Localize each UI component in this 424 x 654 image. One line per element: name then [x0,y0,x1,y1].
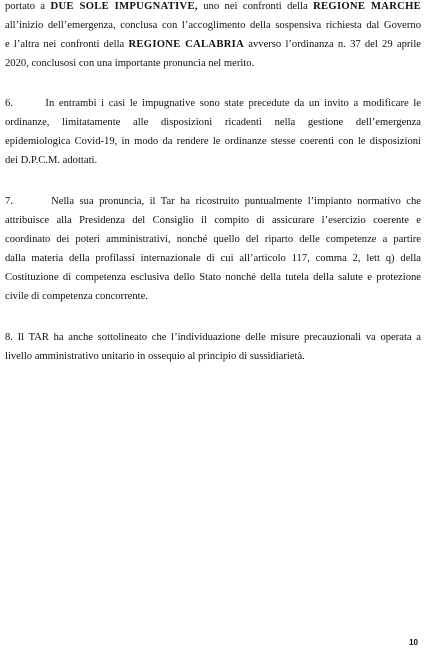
paragraph-cont-line-2: all’inizio dell’emergenza, conclusa con l’accoglimento della sospensiva richiesta dal Governo [5,20,421,31]
bold-regione-calabria: REGIONE CALABRIA [128,39,245,50]
text-run: portato a [5,1,51,12]
paragraph-7-line-3: coordinato dei poteri amministrativi, nonché quello del riparto delle competenze a partire [5,234,421,245]
text-run: uno nei confronti della [197,1,314,12]
paragraph-6-line-2: ordinanze, limitatamente alle disposizioni ricadenti nella gestione dell’emergenza [5,117,421,128]
bold-due-sole-impugnative: DUE SOLE IMPUGNATIVE, [50,1,198,12]
paragraph-cont-line-3 [5,38,421,52]
paragraph-8-line-1: 8. Il TAR ha anche sottolineato che l’individuazione delle misure precauzionali va operata a [5,332,421,343]
page-number: 10 [409,638,418,647]
paragraph-6-line-3: epidemiologica Covid-19, in modo da rendere le ordinanze stesse coerenti con le disposizioni [5,136,421,147]
paragraph-7-line-6: civile di competenza concorrente. [5,291,148,302]
paragraph-6-line-4: dei D.P.C.M. adottati. [5,155,98,166]
bold-regione-marche: REGIONE MARCHE [313,1,422,12]
paragraph-cont-line-4: 2020, conclusosi con una importante pronuncia nel merito. [5,58,255,69]
paragraph-6-line-1: 6. In entrambi i casi le impugnative sono state precedute da un invito a modificare le [5,98,421,109]
text-run: e l’altra nei confronti della [5,39,129,50]
paragraph-cont-line-1 [5,0,421,14]
paragraph-7-line-4: dalla materia della profilassi internazionale di cui all’articolo 117, comma 2, lett q) della [5,253,421,264]
paragraph-7-line-5: Costituzione di competenza esclusiva dello Stato nonché della tutela della salute e protezione [5,272,421,283]
paragraph-8-line-2: livello amministrativo unitario in ossequio al principio di sussidiarietà. [5,351,305,362]
paragraph-7-line-2: attribuisce alla Presidenza del Consiglio il compito di assicurare l’esercizio coerente e [5,215,421,226]
paragraph-7-line-1: 7. Nella sua pronuncia, il Tar ha ricostruito puntualmente l’impianto normativo che [5,196,421,207]
text-run: avverso l’ordinanza n. 37 del 29 aprile [244,39,421,50]
